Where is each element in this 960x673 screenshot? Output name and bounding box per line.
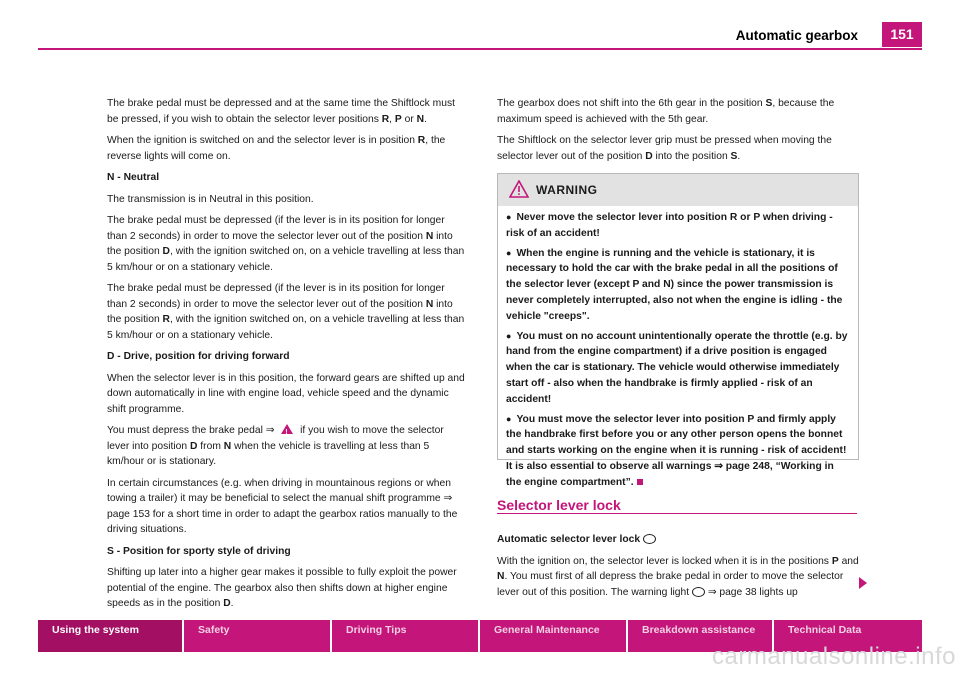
subheading-drive: D - Drive, position for driving forward — [107, 351, 290, 362]
paragraph: The brake pedal must be depressed and at the same time the Shiftlock must be pressed, if you wish to obtain the selector lever positions R, P or N. — [107, 98, 455, 125]
chapter-title: Automatic gearbox — [735, 28, 858, 43]
subheading-neutral: N - Neutral — [107, 172, 160, 183]
tab-driving-tips[interactable]: Driving Tips — [332, 620, 480, 652]
subheading-sport: S - Position for sporty style of driving — [107, 545, 291, 557]
warning-item: ● You must on no account unintentionally operate the throttle (e.g. by hand from the engine compartment) if a drive position is engaged when the car is stationary. The vehicle would otherwise immediately start off - also when the handbrake is firmly applied - risk of an accident! — [506, 330, 848, 405]
section-divider — [497, 513, 857, 514]
paragraph: In certain circumstances (e.g. when driving in mountainous regions or when towing a trailer) it may be beneficial to select the manual shift programme ⇒ page 153 for a short time in order to adapt the gearbox ratios manually to the driving situations. — [107, 477, 458, 535]
paragraph: With the ignition on, the selector lever is locked when it is in the positions P and N. You must first of all depress the brake pedal in order to move the selector lever out of this position. The warning light ⇒ page 38 lights up — [497, 555, 859, 598]
tab-general-maintenance[interactable]: General Maintenance — [480, 620, 628, 652]
warning-box — [497, 173, 859, 488]
paragraph: The transmission is in Neutral in this position. — [107, 193, 314, 205]
subheading-lock: Automatic selector lever lock — [497, 532, 862, 548]
paragraph: Shifting up later into a higher gear makes it possible to fully exploit the power potential of the engine. The gearbox also then shifts down at higher engine speeds as in the position D. — [107, 567, 457, 609]
paragraph: The brake pedal must be depressed (if the lever is in its position for longer than 2 seconds) in order to move the selector lever out of the position N into the position D, with the ignition switched on, on a vehicle travelling at less than 5 km/hour or on a stationary vehicle. — [107, 215, 465, 273]
paragraph: The brake pedal must be depressed (if the lever is in its position for longer than 2 seconds) in order to move the selector lever out of the position N into the position R, with the ignition switched on, on a vehicle travelling at less than 5 km/hour or on a stationary vehicle. — [107, 283, 465, 341]
section-end-marker — [637, 479, 643, 485]
page-header — [0, 0, 960, 50]
left-column — [107, 96, 467, 618]
tab-technical-data[interactable]: Technical Data — [774, 620, 922, 652]
tab-breakdown-assistance[interactable]: Breakdown assistance — [628, 620, 774, 652]
selector-lever-lock-icon — [643, 534, 656, 544]
continue-arrow-icon — [859, 577, 867, 589]
warning-header — [498, 174, 858, 206]
warning-title: WARNING — [536, 183, 598, 197]
page-number: 151 — [882, 22, 922, 47]
warning-light-icon — [692, 587, 705, 597]
tab-using-the-system[interactable]: Using the system — [38, 620, 184, 652]
warning-triangle-icon — [509, 180, 529, 198]
right-column-bottom — [497, 532, 862, 606]
watermark: carmanualsonline.info — [712, 643, 956, 670]
paragraph: When the ignition is switched on and the selector lever is in position R, the reverse lights will come on. — [107, 135, 446, 162]
header-divider — [38, 48, 922, 50]
warning-item: ● You must move the selector lever into position P and firmly apply the handbrake first before you or any other person opens the bonnet and starts working on the engine when it is running - risk of accident! It is also essential to observe all warnings ⇒ page 248, “Working in the engine compartment”. — [506, 413, 847, 488]
paragraph: The Shiftlock on the selector lever grip must be pressed when moving the selector lever out of the position D into the position S. — [497, 135, 832, 162]
tab-safety[interactable]: Safety — [184, 620, 332, 652]
warning-item: ● Never move the selector lever into position R or P when driving - risk of an accident! — [506, 212, 833, 239]
paragraph: When the selector lever is in this position, the forward gears are shifted up and down automatically in line with engine load, vehicle speed and the dynamic shift programme. — [107, 372, 465, 415]
section-title: Selector lever lock — [497, 497, 621, 513]
right-column-top — [497, 96, 859, 170]
paragraph: You must depress the brake pedal ⇒ ! if you wish to move the selector lever into position D from N when the vehicle is travelling at less than 5 km/hour or is stationary. — [107, 423, 467, 470]
warning-item: ● When the engine is running and the vehicle is stationary, it is necessary to hold the car with the brake pedal in all the positions of the selector lever (except P and N) since the power transmission is never completely interrupted, also not when the engine is idling - the vehicle "creeps". — [506, 247, 843, 322]
warning-body — [498, 206, 858, 491]
paragraph: The gearbox does not shift into the 6th gear in the position S, because the maximum speed is achieved with the 5th gear. — [497, 98, 835, 125]
warning-triangle-icon[interactable] — [281, 424, 293, 434]
